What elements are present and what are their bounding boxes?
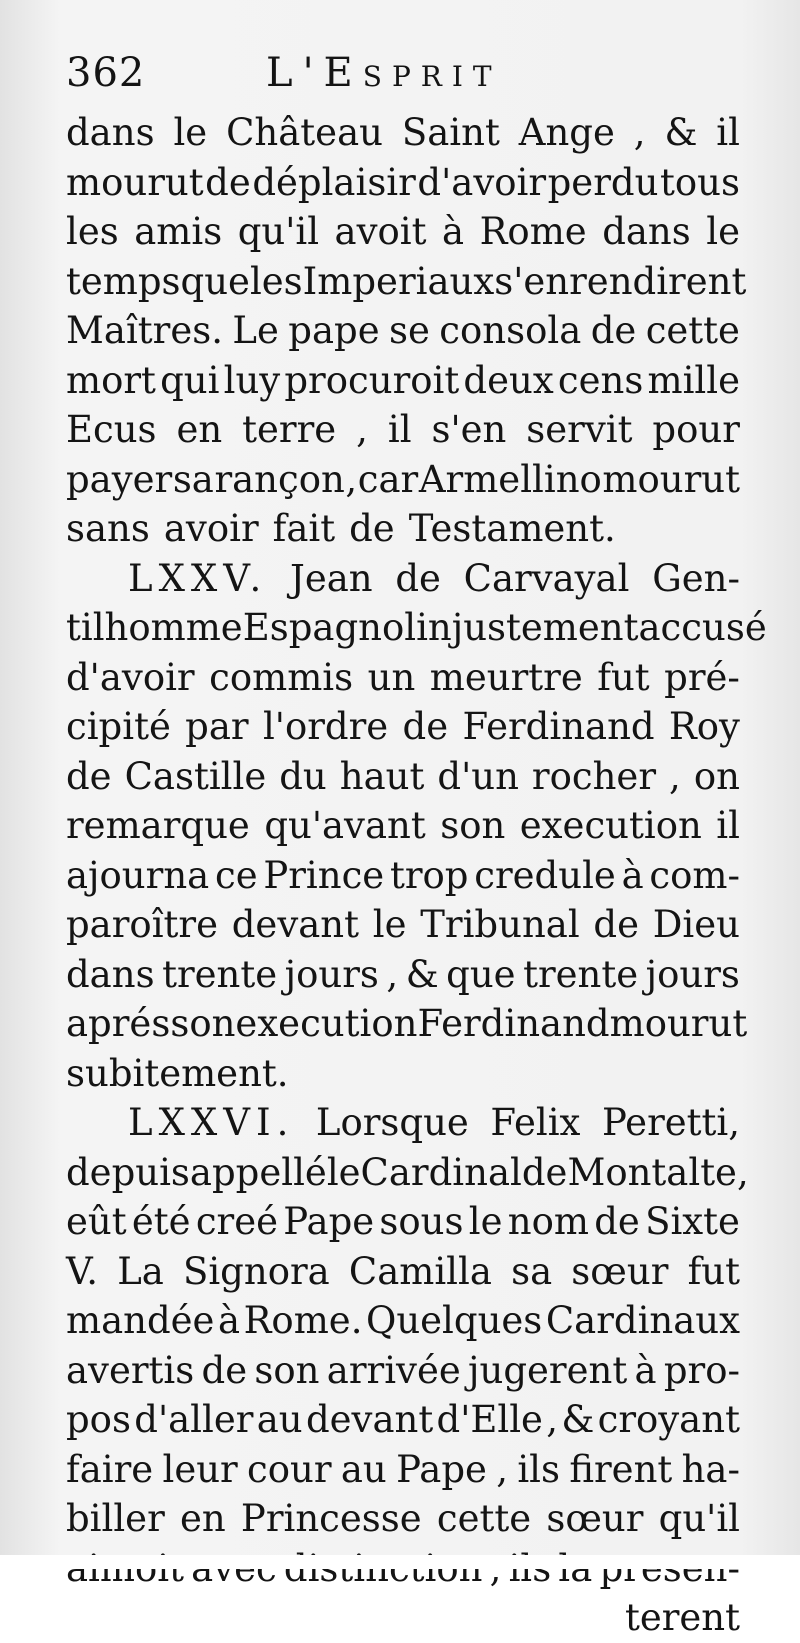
word: devant bbox=[305, 1398, 434, 1441]
word: de bbox=[395, 556, 441, 600]
word: haut bbox=[339, 754, 425, 798]
word: & bbox=[664, 111, 698, 154]
word: Espagnol bbox=[242, 606, 417, 649]
word: que bbox=[180, 259, 250, 303]
word: pape bbox=[288, 309, 380, 352]
word: Pape bbox=[283, 1200, 375, 1243]
word: les bbox=[66, 210, 119, 253]
text-line bbox=[66, 702, 740, 752]
word: luy bbox=[223, 358, 281, 402]
word: Saint bbox=[401, 111, 500, 154]
word: injustement bbox=[416, 606, 639, 649]
word: Cardinal bbox=[360, 1150, 522, 1194]
word: on bbox=[693, 754, 740, 798]
word: jours bbox=[284, 952, 379, 996]
word: cette bbox=[645, 309, 740, 352]
word: cour bbox=[247, 1447, 332, 1491]
word: jours bbox=[645, 952, 740, 996]
word: il bbox=[387, 408, 412, 451]
text-line bbox=[66, 554, 740, 604]
page-number: 362 bbox=[66, 50, 146, 96]
word: qu'avant bbox=[264, 804, 426, 847]
word: , bbox=[386, 952, 399, 996]
word: trente bbox=[523, 952, 639, 996]
word: , bbox=[356, 408, 368, 451]
word: Pape bbox=[396, 1447, 487, 1491]
text-line bbox=[66, 900, 740, 950]
text-line bbox=[66, 108, 740, 158]
text-line bbox=[66, 801, 740, 851]
word: , bbox=[633, 111, 646, 154]
text-line bbox=[66, 1346, 740, 1396]
word: dans bbox=[66, 111, 155, 154]
word: Felix bbox=[490, 1101, 581, 1144]
word: ce bbox=[214, 853, 258, 897]
word: Sixte bbox=[645, 1200, 740, 1243]
running-head bbox=[66, 46, 746, 100]
text-line bbox=[66, 1049, 740, 1099]
word: qu'il bbox=[237, 210, 320, 253]
word: pré- bbox=[664, 655, 740, 699]
word: les bbox=[249, 259, 303, 303]
word: sœur bbox=[571, 1249, 669, 1293]
word: Roy bbox=[668, 705, 740, 748]
word: se bbox=[389, 309, 430, 352]
word: qui bbox=[160, 358, 220, 402]
word: Armellino bbox=[418, 457, 602, 501]
word: mille bbox=[647, 358, 740, 402]
word: de bbox=[349, 507, 395, 550]
word: son bbox=[440, 804, 506, 847]
word: Le bbox=[232, 309, 279, 352]
text-line bbox=[66, 405, 740, 455]
word: le bbox=[468, 1200, 503, 1243]
word: un bbox=[367, 655, 416, 699]
word: sa bbox=[511, 1249, 553, 1293]
word: avoit bbox=[334, 210, 427, 253]
word: LXXVI. bbox=[128, 1101, 295, 1144]
word: credule bbox=[474, 853, 616, 897]
word: Maîtres. bbox=[66, 309, 223, 352]
word: mourut bbox=[602, 457, 740, 501]
text-line bbox=[66, 356, 740, 406]
text-line bbox=[66, 653, 740, 703]
word: sœur bbox=[546, 1497, 644, 1540]
word: en bbox=[179, 1497, 226, 1540]
word: son bbox=[254, 1348, 320, 1392]
word: son bbox=[170, 1002, 236, 1045]
word: de bbox=[201, 1348, 248, 1392]
word: trop bbox=[389, 853, 469, 897]
word: il bbox=[716, 804, 740, 847]
word: , bbox=[669, 754, 681, 798]
word: ajourna bbox=[66, 853, 210, 897]
word: accusé bbox=[638, 606, 767, 649]
word: consola bbox=[439, 309, 582, 352]
word: payer bbox=[66, 457, 173, 501]
running-title: L'Esprit bbox=[266, 50, 502, 96]
word: rocher bbox=[531, 754, 657, 798]
word: aprés bbox=[66, 1002, 171, 1045]
word: perdu bbox=[547, 160, 659, 204]
word: du bbox=[279, 754, 327, 798]
word: à bbox=[634, 1348, 657, 1392]
word: procuroit bbox=[284, 358, 460, 402]
word: Rome. bbox=[243, 1299, 363, 1342]
text-line bbox=[66, 306, 740, 356]
word: rendirent bbox=[569, 259, 747, 303]
word: par bbox=[185, 705, 249, 748]
word: commis bbox=[209, 655, 354, 699]
word: , bbox=[345, 457, 358, 501]
word: paroître bbox=[66, 903, 218, 946]
word: été bbox=[131, 1200, 191, 1243]
word: Lorsque bbox=[315, 1101, 469, 1144]
word: depuis bbox=[66, 1150, 190, 1194]
word: devant bbox=[231, 903, 359, 946]
word: de bbox=[205, 160, 251, 204]
word: temps bbox=[66, 259, 181, 303]
word: en bbox=[176, 408, 223, 451]
word: s'en bbox=[431, 408, 507, 451]
word: execution bbox=[235, 1002, 418, 1045]
text-line bbox=[66, 1197, 740, 1247]
word: de bbox=[521, 1150, 568, 1194]
page-edge bbox=[0, 1555, 800, 1569]
word: de bbox=[590, 309, 637, 352]
word: creé bbox=[195, 1200, 279, 1243]
text-line bbox=[66, 1395, 740, 1445]
word: Montalte, bbox=[567, 1150, 749, 1194]
text-line bbox=[66, 257, 747, 307]
word: l'ordre bbox=[262, 705, 389, 748]
word: meurtre bbox=[429, 655, 583, 699]
text-line bbox=[66, 1445, 740, 1495]
word: Tribunal bbox=[420, 903, 580, 946]
word: fait bbox=[272, 507, 336, 550]
word: cipité bbox=[66, 705, 171, 748]
word: faire bbox=[66, 1447, 154, 1491]
word: sans bbox=[66, 507, 150, 550]
word: nom bbox=[507, 1200, 589, 1243]
word: au bbox=[340, 1447, 387, 1491]
word: croyant bbox=[597, 1398, 740, 1441]
word: Testament. bbox=[408, 507, 616, 550]
text-line bbox=[66, 603, 767, 653]
word: sous bbox=[379, 1200, 464, 1243]
word: le bbox=[706, 210, 740, 253]
word: Camilla bbox=[348, 1249, 492, 1293]
word: à bbox=[442, 210, 465, 253]
text-line bbox=[66, 950, 740, 1000]
word: d'un bbox=[437, 754, 519, 798]
word: jugerent bbox=[468, 1348, 628, 1392]
word: déplaisir bbox=[252, 160, 416, 204]
text-line bbox=[66, 1247, 740, 1297]
word: deux bbox=[463, 358, 554, 402]
word: & bbox=[405, 952, 439, 996]
word: biller bbox=[66, 1497, 165, 1540]
word: d'aller bbox=[134, 1398, 254, 1441]
word: qu'il bbox=[658, 1497, 740, 1540]
word: sa bbox=[172, 457, 214, 501]
word: LXXV. bbox=[128, 556, 268, 600]
word: de bbox=[402, 705, 449, 748]
word: fut bbox=[687, 1249, 740, 1293]
body-text bbox=[66, 108, 767, 1643]
text-line bbox=[66, 999, 748, 1049]
word: Ferdinand bbox=[417, 1002, 610, 1045]
word: Jean bbox=[289, 556, 373, 600]
word: & bbox=[561, 1398, 595, 1441]
word: le bbox=[173, 111, 208, 154]
word: Ferdinand bbox=[462, 705, 655, 748]
word: rançon bbox=[214, 457, 345, 501]
word: dans bbox=[602, 210, 691, 253]
word: Ange bbox=[518, 111, 615, 154]
word: Ecus bbox=[66, 408, 157, 451]
word: firent bbox=[569, 1447, 673, 1491]
word: subitement. bbox=[66, 1051, 289, 1095]
word: avertis bbox=[66, 1348, 195, 1392]
word: La bbox=[117, 1249, 164, 1293]
word: mort bbox=[66, 358, 156, 402]
word: car bbox=[357, 457, 419, 501]
word: au bbox=[256, 1398, 303, 1441]
word: remarque bbox=[66, 804, 250, 847]
word: de bbox=[593, 903, 640, 946]
word: Quelques bbox=[366, 1299, 543, 1342]
word: eût bbox=[66, 1200, 127, 1243]
word: com- bbox=[649, 853, 740, 897]
word: Peretti, bbox=[601, 1101, 740, 1144]
word: Rome bbox=[479, 210, 587, 253]
text-line bbox=[66, 1296, 740, 1346]
word: ils bbox=[517, 1447, 560, 1491]
word: mourut bbox=[66, 160, 204, 204]
word: servit bbox=[526, 408, 633, 451]
word: arrivée bbox=[326, 1348, 461, 1392]
word: trente bbox=[162, 952, 278, 996]
word: pour bbox=[652, 408, 740, 451]
text-line bbox=[66, 1494, 740, 1544]
text-line bbox=[66, 1098, 740, 1148]
word: Dieu bbox=[652, 903, 740, 946]
word: à bbox=[621, 853, 644, 897]
word: d'avoir bbox=[417, 160, 547, 204]
word: , bbox=[546, 1398, 559, 1441]
word: , bbox=[496, 1447, 509, 1491]
text-line bbox=[66, 851, 740, 901]
word: Princesse bbox=[240, 1497, 422, 1540]
word: pro- bbox=[663, 1348, 740, 1392]
word: Cardinaux bbox=[545, 1299, 740, 1342]
word: terent bbox=[624, 1596, 740, 1639]
word: mandée bbox=[66, 1299, 215, 1342]
word: tous bbox=[660, 160, 740, 204]
word: execution bbox=[519, 804, 702, 847]
word: le bbox=[372, 903, 407, 946]
word: Gen- bbox=[652, 556, 740, 600]
word: que bbox=[446, 952, 516, 996]
word: de bbox=[594, 1200, 640, 1243]
word: il bbox=[716, 111, 740, 154]
word: leur bbox=[162, 1447, 238, 1491]
word: V. bbox=[66, 1249, 99, 1293]
text-line bbox=[66, 752, 740, 802]
text-line bbox=[66, 455, 740, 505]
word: s'en bbox=[494, 259, 570, 303]
word: Imperiaux bbox=[302, 259, 495, 303]
text-line bbox=[66, 207, 740, 257]
word: fut bbox=[597, 655, 650, 699]
word: le bbox=[326, 1150, 361, 1194]
word: terre bbox=[242, 408, 337, 451]
word: Signora bbox=[183, 1249, 330, 1293]
text-line bbox=[66, 504, 740, 554]
word: ha- bbox=[681, 1447, 740, 1491]
word: cens bbox=[557, 358, 644, 402]
text-line bbox=[66, 158, 740, 208]
word: cette bbox=[436, 1497, 532, 1540]
word: avoir bbox=[163, 507, 259, 550]
text-line bbox=[66, 1148, 749, 1198]
word: de bbox=[66, 754, 112, 798]
word: Castille bbox=[124, 754, 267, 798]
text-line bbox=[66, 1593, 740, 1643]
word: appellé bbox=[189, 1150, 327, 1194]
word: mourut bbox=[609, 1002, 748, 1045]
word: Carvayal bbox=[463, 556, 630, 600]
word: amis bbox=[134, 210, 223, 253]
word: dans bbox=[66, 952, 155, 996]
word: pos bbox=[66, 1398, 131, 1441]
word: à bbox=[217, 1299, 241, 1342]
word: Prince bbox=[263, 853, 385, 897]
word: d'avoir bbox=[66, 655, 195, 699]
word: tilhomme bbox=[66, 606, 243, 649]
word: d'Elle bbox=[436, 1398, 543, 1441]
word: Château bbox=[226, 111, 383, 154]
